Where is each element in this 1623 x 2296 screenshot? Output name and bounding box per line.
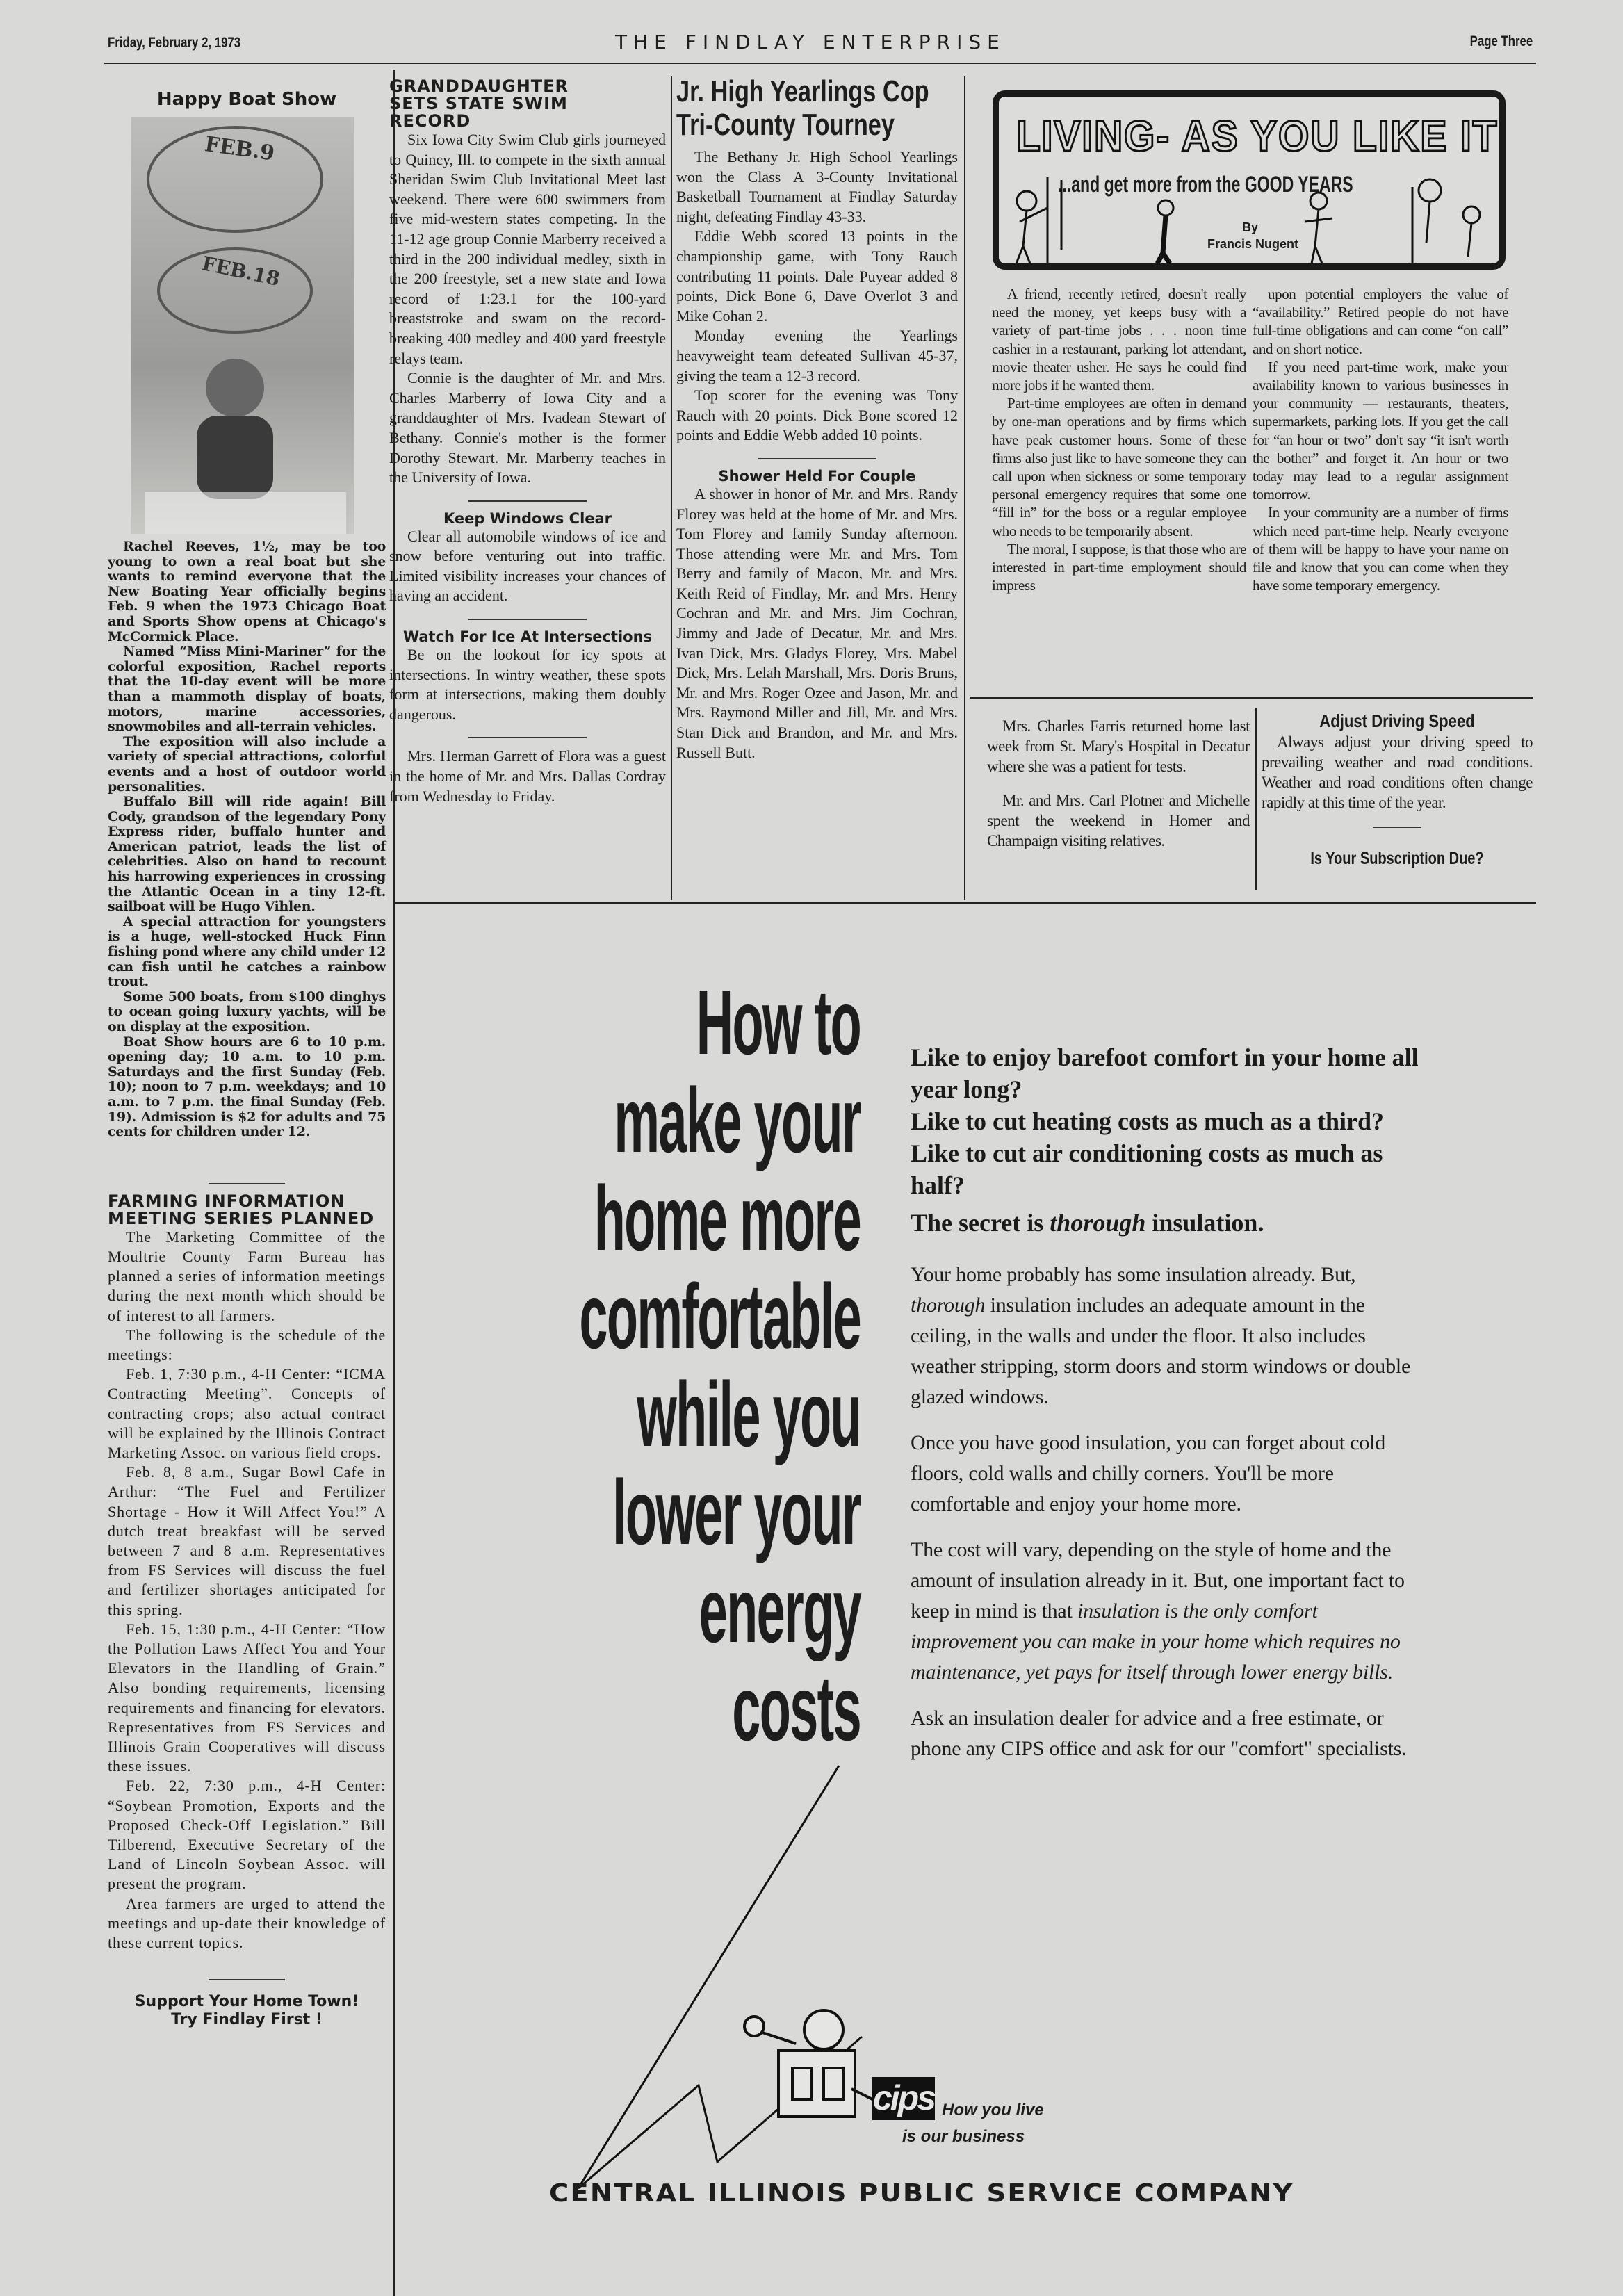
paragraph: Top scorer for the evening was Tony Rauch with 20 points. Dick Bone scored 12 points and Eddie Webb added 10 points. <box>676 386 958 444</box>
text-line: costs <box>732 1657 861 1759</box>
banner-subtitle: ...and get more from the GOOD YEARS <box>1058 172 1353 197</box>
paragraph: Monday evening the Yearlings heavyweight team defeated Sullivan 45-37, giving the team a 12-3 record. <box>676 327 958 384</box>
text-segment: thorough <box>1050 1209 1146 1237</box>
article-title: Watch For Ice At Intersections <box>402 628 653 646</box>
text-segment: Your home probably has some insulation already. But, <box>911 1263 1356 1286</box>
text-line: make your <box>614 1069 861 1171</box>
text-segment: The secret is <box>911 1209 1050 1237</box>
paragraph: Be on the lookout for icy spots at intersections. In wintry weather, these spots form at intersections, making them doubly dangerous. <box>389 646 666 723</box>
header-rule <box>104 63 1536 64</box>
paragraph: Mrs. Charles Farris returned home last week from St. Mary's Hospital in Decatur where she was a patient for tests. <box>987 717 1250 775</box>
paragraph: Always adjust your driving speed to prevailing weather and road conditions. Weather and road conditions often change rapidly at this time of the year. <box>1262 733 1533 811</box>
paragraph: The moral, I suppose, is that those who are interested in part-time employment should impress <box>992 540 1246 594</box>
paragraph: Clear all automobile windows of ice and snow before venturing out into traffic. Limited visibility increases your chances of having an accident. <box>389 527 666 605</box>
column-rule <box>1255 708 1257 890</box>
text-line: comfortable <box>579 1265 861 1367</box>
article-title: Jr. High Yearlings Cop Tri-County Tourney <box>676 74 929 142</box>
text-line: How to <box>696 971 861 1073</box>
paragraph: upon potential employers the value of “availability.” Retired people do not have full-time obligations and can come “on call” and on short notice. <box>1253 286 1508 357</box>
section-rule <box>970 697 1533 699</box>
divider <box>468 737 587 738</box>
paragraph: Part-time employees are often in demand by one-man operations and by firms which have peak customer hours. Some of these firms also just like to have someone they can call upon when sickness or some temporary personal emergency requires that some one “fill in” for the boss or a regular employee who needs to be temporarily absent. <box>992 395 1246 539</box>
local-news <box>987 716 1250 865</box>
photo-label: FEB.18 <box>199 252 282 291</box>
newspaper-name: THE FINDLAY ENTERPRISE <box>615 31 1006 54</box>
paragraph: The Bethany Jr. High School Yearlings won the Class A 3-County Invitational Basketball Tournament at Findlay Saturday night, defeating Findlay 43-33. <box>676 148 958 225</box>
cartoon-figures-illustration <box>1006 159 1492 263</box>
paragraph: Feb. 1, 7:30 p.m., 4-H Center: “ICMA Contracting Meeting”. Concepts of contracting crops; also actual contract will be explained by the Illinois Contract Marketing Assoc. on various field crops. <box>108 1365 386 1461</box>
subscription-notice: Is Your Subscription Due? <box>1310 849 1484 868</box>
article-title: GRANDDAUGHTER SETS STATE SWIM RECORD <box>389 76 569 131</box>
ice-body <box>389 645 666 724</box>
paragraph: The following is the schedule of the meetings: <box>108 1326 386 1363</box>
slogan <box>108 1993 386 2029</box>
insulation-ad <box>396 911 1536 2231</box>
divider <box>758 458 876 459</box>
text-line: Like to cut heating costs as much as a third? <box>911 1107 1385 1135</box>
swim-body <box>389 130 666 488</box>
swim-article-column <box>389 78 666 806</box>
paragraph: Some 500 boats, from $100 dinghys to ocean going luxury yachts, will be on display at the exposition. <box>108 988 386 1034</box>
shower-body <box>676 485 958 763</box>
text-segment: Once you have good insulation, you can forget about cold floors, cold walls and chilly corners. You'll be more comfortable and enjoy your home more. <box>911 1431 1386 1515</box>
paragraph: Buffalo Bill will ride again! Bill Cody, grandson of the legendary Pony Express rider, buffalo hunter and American patriot, leads the list of celebrities. Also on hand to recount his harrowing experiences in crossing the Atlantic Ocean in a tiny 12-ft. sailboat will be Hugo Vihlen. <box>108 794 386 915</box>
paragraph: Named “Miss Mini-Mariner” for the colorful exposition, Rachel reports that the 10-day event will be more than a mammoth display of boats, motors, marine accessories, snowmobiles and all-terrain vehicles. <box>108 644 386 735</box>
cips-logo-text: cips <box>872 2078 935 2117</box>
paragraph: A special attraction for youngsters is a huge, well-stocked Huck Finn fishing pond where any child under 12 can fish until he catches a rainbow trout. <box>108 913 386 990</box>
article-title: FARMING INFORMATION MEETING SERIES PLANNED <box>108 1191 375 1228</box>
text-line: Like to cut air conditioning costs as much as half? <box>911 1139 1383 1199</box>
paragraph: Six Iowa City Swim Club girls journeyed to Quincy, Ill. to compete in the sixth annual Sheridan Swim Club Invitational Meet last weekend. There were 600 swimmers from five mid-western states competing. In the 11-12 age group Connie Marberry received a third in the 200 individual medley, sixth in the 200 freestyle, set a new state and Iowa record of 1:23.1 for the 100-yard breaststroke and swam on the record-breaking 400 medley and 400 yard freestyle relays team. <box>389 131 666 367</box>
paragraph: Mr. and Mrs. Carl Plotner and Michelle spent the weekend in Homer and Champaign visiting relatives. <box>987 792 1250 849</box>
banner-title: LIVING- AS YOU LIKE IT <box>1016 113 1499 161</box>
paragraph: A friend, recently retired, doesn't really need the money, yet keeps busy with a variety of part-time jobs . . . noon time cashier in a restaurant, parking lot attendant, movie theater usher. He says he could find more jobs if he wanted them. <box>992 286 1246 394</box>
living-column-banner <box>993 90 1506 270</box>
paragraph: Feb. 22, 7:30 p.m., 4-H Center: “Soybean Promotion, Exports and the Proposed Check-Off Legislation.” Bill Tilberend, Executive Secretary of the Land of Lincoln Soybean Assoc. will present the program. <box>108 1777 386 1893</box>
column-rule <box>671 76 672 900</box>
reddy-kilowatt-mascot-icon <box>744 2010 886 2117</box>
yearlings-article-column <box>676 75 958 763</box>
lightning-bolt-line <box>396 911 1536 2231</box>
text-line: energy <box>699 1559 861 1661</box>
slogan-line: Try Findlay First ! <box>171 2011 323 2029</box>
company-name: CENTRAL ILLINOIS PUBLIC SERVICE COMPANY <box>549 2179 1294 2208</box>
byline-by: By <box>1242 220 1259 234</box>
text-segment: thorough <box>911 1294 986 1317</box>
paragraph: Mrs. Herman Garrett of Flora was a guest in the home of Mr. and Mrs. Dallas Cordray from Wednesday to Friday. <box>389 747 666 805</box>
text-segment: The cost will vary, depending on the style of home and the amount of insulation already in it. But, one important fact to keep in mind is that <box>911 1538 1405 1622</box>
section-rule <box>393 902 1536 904</box>
text-segment: insulation includes an adequate amount in the ceiling, in the walls and under the floor. It also includes weather stripping, storm doors and storm windows or double glazed windows. <box>911 1294 1411 1408</box>
paragraph: The Marketing Committee of the Moultrie County Farm Bureau has planned a series of information meetings during the next month which should be of interest to all farmers. <box>108 1228 386 1324</box>
article-title: Adjust Driving Speed <box>1319 710 1475 731</box>
divider <box>468 619 587 620</box>
divider <box>468 500 587 502</box>
date-line: Friday, February 2, 1973 <box>108 35 241 51</box>
paragraph: Connie is the daughter of Mr. and Mrs. Charles Marberry of Iowa City and a granddaughter of Mrs. Ivadean Stewart of Bethany. Connie's mother is the former Dorothy Stewart. Mr. Marberry teaches in the University of Iowa. <box>389 369 666 487</box>
text-segment: insulation. <box>1145 1209 1264 1237</box>
page-number: Page Three <box>1469 33 1533 49</box>
garrett-body <box>389 747 666 806</box>
living-column-right <box>1253 285 1508 594</box>
divider <box>1373 827 1421 828</box>
ad-tagline: is our business <box>902 2127 1025 2146</box>
driving-article <box>1262 710 1533 869</box>
text-line: while you <box>637 1363 861 1465</box>
article-title: Happy Boat Show <box>156 89 337 110</box>
article-title: Keep Windows Clear <box>443 510 612 527</box>
windows-body <box>389 527 666 606</box>
paragraph: If you need part-time work, make your availability known to various businesses in your community — restaurants, theaters, supermarkets, parking lots. If you get the call for “an hour or two” don't say “it isn't worth the bother” and forget it. An hour or two today may lead to a regular assignment tomorrow. <box>1253 358 1508 503</box>
paragraph: The exposition will also include a variety of special attractions, colorful events and a host of outdoor world personalities. <box>108 733 386 795</box>
photo-label: FEB.9 <box>203 131 277 166</box>
text-line: home more <box>594 1167 861 1269</box>
ad-tagline: How you live <box>942 2101 1044 2119</box>
paragraph: In your community are a number of firms which need part-time help. Nearly everyone of them will be happy to have your name on file and know that you can come when they have some temporary emergency. <box>1253 504 1508 594</box>
paragraph: Rachel Reeves, 1½, may be too young to own a real boat but she wants to remind everyone that the New Boating Year officially begins Feb. 9 when the 1973 Chicago Boat and Sports Show opens at Chicago's McCormick Place. <box>108 539 386 644</box>
boat-show-photo <box>131 117 354 534</box>
driving-body <box>1262 732 1533 813</box>
paragraph: Eddie Webb scored 13 points in the championship game, with Tony Rauch contributing 11 points. Dale Puyear added 8 points, Dick Bone 6, Dave Overlot 3 and Mike Cohan 2. <box>676 227 958 325</box>
yearlings-body <box>676 147 958 446</box>
paragraph: A shower in honor of Mr. and Mrs. Randy Florey was held at the home of Mr. and Mrs. Tom Florey and family Sunday afternoon. Those attending were Mr. and Mrs. Tom Berry and family of Macon, Mr. and Mrs. Keith Reid of Findlay, Mr. and Mrs. Henry Cochran and Mr. and Mrs. Jim Cochran, Jimmy and Jade of Decatur, Mr. and Mrs. Ivan Dick, Mrs. Gladys Florey, Mrs. Mabel Dick, Mrs. Lelah Marshall, Mrs. Doris Bruns, Mr. and Mrs. Roger Ozee and Jason, Mr. and Mrs. Raymond Miller and Jill, Mr. and Mrs. Stan Dick and Brandon, and Mr. and Mrs. Russell Butt. <box>676 485 958 761</box>
slogan-line: Support Your Home Town! <box>134 1993 359 2011</box>
paragraph: Feb. 15, 1:30 p.m., 4-H Center: “How the Pollution Laws Affect You and Your Elevators in the Handling of Grain.” Also bonding requirements, licensing requirements and financing for elevators. Representatives from FS Services and Illinois Grain Cooperatives will discuss these issues. <box>108 1620 386 1775</box>
divider <box>209 1979 285 1980</box>
byline-author: Francis Nugent <box>1207 237 1299 251</box>
paragraph: Boat Show hours are 6 to 10 p.m. opening day; 10 a.m. to 10 p.m. Saturdays and the first Sunday (Feb. 10); noon to 7 p.m. weekdays; and 10 a.m. to 7 p.m. the final Sunday (Feb. 19). Admission is $2 for adults and 75 cents for children under 12. <box>108 1034 386 1140</box>
photo-illustration <box>131 117 354 534</box>
cips-logo <box>872 2077 935 2120</box>
text-segment: insulation is the only comfort improvement you can make in your home which requires no maintenance, yet pays for itself through lower energy bills. <box>911 1599 1401 1684</box>
paragraph: Area farmers are urged to attend the meetings and up-date their knowledge of these current topics. <box>108 1894 386 1952</box>
article-title: Shower Held For Couple <box>718 467 916 485</box>
living-column-left <box>992 285 1246 594</box>
column-rule <box>964 76 965 900</box>
text-line: Like to enjoy barefoot comfort in your home all year long? <box>911 1043 1419 1103</box>
paragraph: Feb. 8, 8 a.m., Sugar Bowl Cafe in Arthur: “The Fuel and Fertilizer Shortage - How it Will Affect You!” A dutch treat breakfast will be served between 7 and 8 a.m. Representatives from FS Services will discuss the fuel and fertilizer shortages anticipated for this spring. <box>108 1463 386 1618</box>
text-segment: Ask an insulation dealer for advice and a free estimate, or phone any CIPS office and ask for our "comfort" specialists. <box>911 1707 1407 1760</box>
text-line: lower your <box>612 1461 861 1563</box>
